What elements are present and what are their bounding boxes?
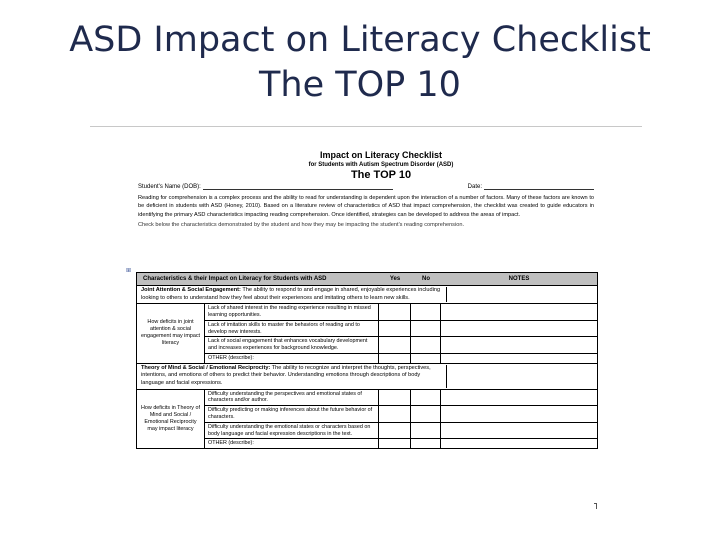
header-yes: Yes <box>389 276 401 282</box>
item-text: Difficulty understanding the emotional states or characters based on body language and facial expression descriptions in the text. <box>205 423 379 439</box>
header-characteristics: Characteristics & their Impact on Literacy for Students with ASD <box>143 276 327 282</box>
section-body-joint-attention <box>137 304 597 364</box>
slide-title-line-2: The TOP 10 <box>259 65 461 105</box>
check-instruction: Check below the characteristics demonstrated by the student and how they may be impacting the student's reading comprehension. <box>138 222 464 229</box>
notes-cell <box>441 423 597 439</box>
yes-cell <box>379 406 411 422</box>
item-text: OTHER (describe): <box>205 354 379 363</box>
item-text: Lack of shared interest in the reading experience resulting in missed learning opportunities. <box>205 304 379 320</box>
section-header-bold: Theory of Mind & Social / Emotional Reciprocity: <box>141 364 271 371</box>
header-notes: NOTES <box>508 276 530 282</box>
no-cell <box>411 423 441 439</box>
section-header-theory-of-mind <box>137 364 597 390</box>
notes-cell <box>441 439 597 448</box>
yes-cell <box>379 354 411 363</box>
section-header-bold: Joint Attention & Social Engagement: <box>141 287 241 293</box>
no-cell <box>411 337 441 353</box>
table-row <box>205 439 597 448</box>
notes-cell <box>441 321 597 337</box>
yes-cell <box>379 321 411 337</box>
section-header-desc: The ability to respond to and engage in shared, enjoyable experiences including looking to others to understand how they feel about their experiences and imitating others to learn new skills. <box>141 287 441 301</box>
table-row <box>205 321 597 338</box>
student-info-row <box>124 184 598 190</box>
no-cell <box>411 439 441 448</box>
notes-cell <box>441 304 597 320</box>
item-text: Lack of social engagement that enhances vocabulary development and increases experiences for background knowledge. <box>205 337 379 353</box>
item-text: Difficulty understanding the perspectives and emotional states of characters and/or author. <box>205 390 379 406</box>
table-row <box>205 390 597 407</box>
student-name-field <box>138 184 393 190</box>
date-field <box>468 184 594 190</box>
notes-cell <box>441 354 597 363</box>
section-header-joint-attention <box>137 286 597 304</box>
checklist-table <box>136 272 598 449</box>
notes-cell <box>441 390 597 406</box>
notes-cell <box>441 337 597 353</box>
no-cell <box>411 406 441 422</box>
yes-cell <box>379 423 411 439</box>
corner-mark-icon <box>594 503 597 509</box>
table-row <box>205 423 597 440</box>
header-no: No <box>422 276 430 282</box>
slide-title <box>0 18 720 108</box>
intro-paragraph: Reading for comprehension is a complex process and the ability to read for understanding is dependent upon the interaction of a number of factors. Many of these factors are known to be deficient in students with ASD (Honey, 2010). Based on a literature review of characteristics of ASD that impact comprehension, the checklist was created to guide educators in identifying the primary ASD characteristics impacting reading comprehension. Once identified, strategies can be developed to address the areas of impact. <box>138 195 594 218</box>
no-cell <box>411 390 441 406</box>
checklist-document-image <box>124 150 598 508</box>
date-line <box>484 184 594 190</box>
section-header-desc: The ability to recognize and interpret the thoughts, perspectives, intentions, and emotions of others to predict their behavior. Understanding emotions through descriptions of body language and facial expressions. <box>141 364 431 386</box>
section-header-text <box>141 287 447 302</box>
yes-cell <box>379 439 411 448</box>
section-side-label: How deficits in Theory of Mind and Social / Emotional Reciprocity may impact literacy <box>137 390 205 449</box>
date-label: Date: <box>467 184 482 190</box>
document-subtitle: for Students with Autism Spectrum Disorder (ASD) <box>308 162 454 168</box>
document-top10-heading: The TOP 10 <box>350 169 412 181</box>
title-divider <box>90 126 642 127</box>
slide-title-line-1: ASD Impact on Literacy Checklist <box>69 20 651 60</box>
item-text: OTHER (describe): <box>205 439 379 448</box>
table-row <box>205 354 597 363</box>
table-move-handle-icon[interactable]: ⧆ <box>126 265 132 274</box>
table-row <box>205 304 597 321</box>
student-name-line <box>203 184 393 190</box>
section-body-theory-of-mind <box>137 390 597 449</box>
no-cell <box>411 321 441 337</box>
student-name-label: Student's Name (DOB): <box>138 184 201 190</box>
item-text: Lack of imitation skills to master the behaviors of reading and to develop new interests. <box>205 321 379 337</box>
section-side-label: How deficits in joint attention & social engagement may impact literacy <box>137 304 205 363</box>
no-cell <box>411 354 441 363</box>
section-items <box>205 390 597 449</box>
section-items <box>205 304 597 363</box>
section-header-text <box>141 365 447 388</box>
table-row <box>205 406 597 423</box>
table-row <box>205 337 597 354</box>
no-cell <box>411 304 441 320</box>
yes-cell <box>379 390 411 406</box>
document-title: Impact on Literacy Checklist <box>319 150 443 160</box>
table-header-row <box>137 273 597 286</box>
notes-cell <box>441 406 597 422</box>
yes-cell <box>379 337 411 353</box>
item-text: Difficulty predicting or making inferences about the future behavior of characters. <box>205 406 379 422</box>
yes-cell <box>379 304 411 320</box>
